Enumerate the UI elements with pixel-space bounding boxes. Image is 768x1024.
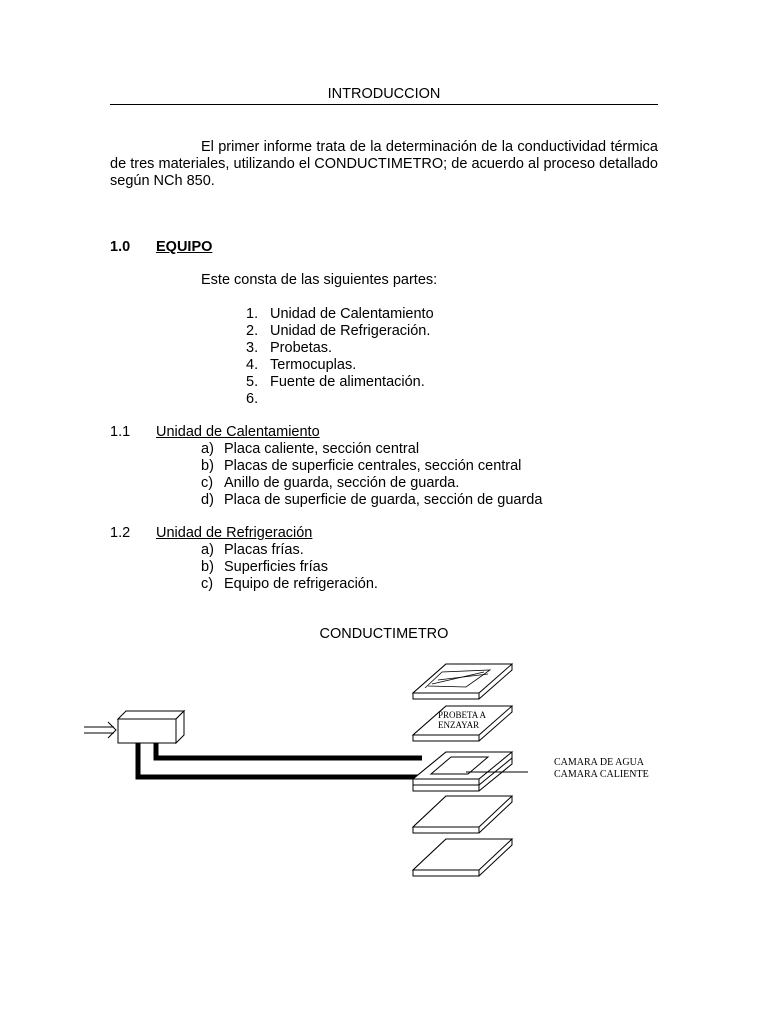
list-item: 4. Termocuplas. — [246, 357, 357, 373]
list-item: a) Placas frías. — [201, 542, 304, 558]
camara-labels — [554, 757, 649, 781]
section-title: EQUIPO — [156, 239, 213, 255]
list-item: a) Placa caliente, sección central — [201, 441, 420, 457]
probeta-label: PROBETA A ENZAYAR — [438, 710, 487, 730]
section-title: Unidad de Refrigeración — [156, 525, 313, 541]
list-item: b) Placas de superficie centrales, sección central — [201, 458, 522, 474]
power-box — [118, 711, 184, 743]
list-item: c) Anillo de guarda, sección de guarda. — [201, 475, 460, 491]
list-item: 3. Probetas. — [246, 340, 333, 356]
section-number: 1.1 — [110, 424, 131, 440]
cables — [138, 743, 422, 777]
list-item: 5. Fuente de alimentación. — [246, 374, 425, 390]
list-item: 6. — [246, 391, 259, 407]
list-item: c) Equipo de refrigeración. — [201, 576, 378, 592]
list-item: d) Placa de superficie de guarda, sección de guarda — [201, 492, 543, 508]
intro-paragraph: El primer informe trata de la determinación de la conductividad térmica de tres materiales, utilizando el CONDUCTIMETRO; de acuerdo al proceso detallado según NCh 850. — [110, 139, 658, 189]
diagram-title: CONDUCTIMETRO — [319, 626, 449, 642]
page-title: INTRODUCCION — [327, 86, 441, 102]
section-title: Unidad de Calentamiento — [156, 424, 320, 440]
list-item: 1. Unidad de Calentamiento — [246, 306, 434, 322]
camara-caliente-label: CAMARA CALIENTE — [554, 769, 649, 780]
section-number: 1.2 — [110, 525, 131, 541]
list-item: b) Superficies frías — [201, 559, 328, 575]
section-intro: Este consta de las siguientes partes: — [201, 272, 438, 288]
cold-plate-2 — [413, 839, 512, 876]
top-plate — [413, 664, 512, 699]
camara-agua-label: CAMARA DE AGUA — [554, 757, 645, 768]
cold-plate-1 — [413, 796, 512, 833]
list-item: 2. Unidad de Refrigeración. — [246, 323, 431, 339]
input-arrows — [84, 722, 116, 738]
section-number: 1.0 — [110, 239, 131, 255]
